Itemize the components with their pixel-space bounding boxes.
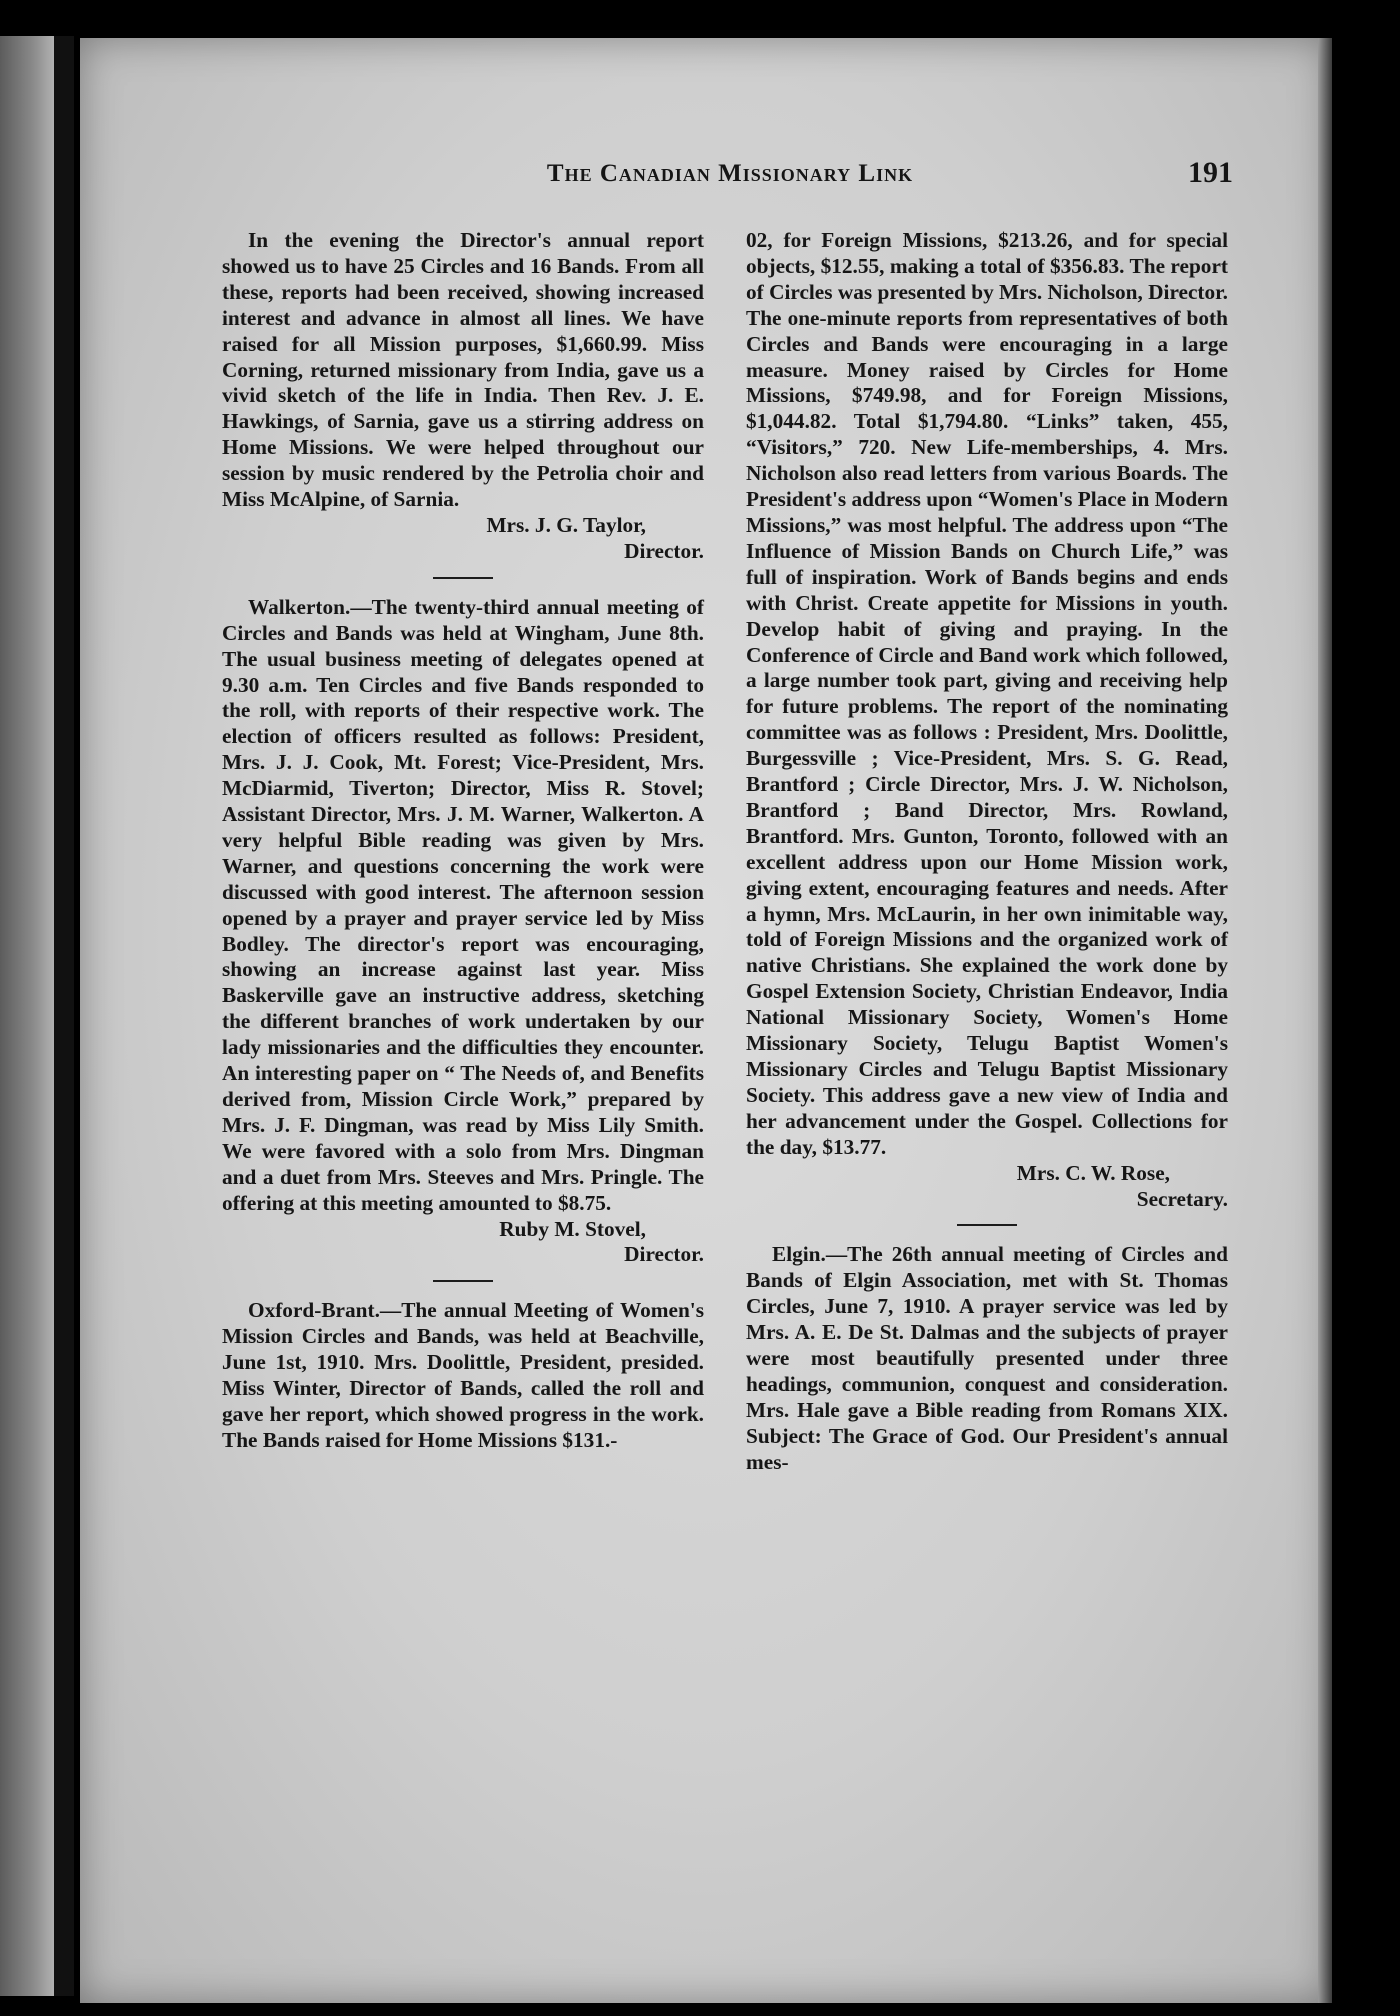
paragraph-oxford-brant: Oxford-Brant.—The annual Meeting of Women's Mission Circles and Bands, was held at Beachville, June 1st, 1910. Mrs. Doolittle, President, presided. Miss Winter, Director of Bands, called the roll and gave her report, which showed progress in the work. The Bands raised for Home Missions $131.-: [222, 1298, 704, 1452]
page-edge-shadow: [1318, 38, 1332, 2003]
scan-gutter-shadow: [54, 36, 74, 1996]
signature-rose: [746, 1161, 1228, 1213]
left-column: [222, 228, 704, 1454]
signature-name: Mrs. C. W. Rose,: [1016, 1160, 1170, 1185]
section-divider: [433, 577, 493, 579]
running-title: The Canadian Missionary Link: [546, 160, 914, 187]
signature-taylor: [222, 513, 704, 565]
signature-title: Director.: [624, 538, 704, 563]
section-divider: [957, 1224, 1017, 1226]
section-divider: [433, 1280, 493, 1282]
signature-name: Mrs. J. G. Taylor,: [486, 512, 646, 537]
scan-left-margin: [0, 36, 60, 1996]
signature-stovel: [222, 1217, 704, 1269]
signature-name: Ruby M. Stovel,: [499, 1216, 646, 1241]
paragraph-directors-report: In the evening the Director's annual report showed us to have 25 Circles and 16 Bands. From all these, reports had been received, showing increased interest and advance in almost all lines. We have raised for all Mission purposes, $1,660.99. Miss Corning, returned missionary from India, gave us a vivid sketch of the life in India. Then Rev. J. E. Hawkings, of Sarnia, gave us a stirring address on Home Missions. We were helped throughout our session by music rendered by the Petrolia choir and Miss McAlpine, of Sarnia.: [222, 228, 704, 512]
paragraph-oxford-brant-continued: 02, for Foreign Missions, $213.26, and for special objects, $12.55, making a total of $356.83. The report of Circles was presented by Mrs. Nicholson, Director. The one-minute reports from representatives of both Circles and Bands were encouraging in a large measure. Money raised by Circles for Home Missions, $749.98, and for Foreign Missions, $1,044.82. Total $1,794.80. “Links” taken, 455, “Visitors,” 720. New Life-memberships, 4. Mrs. Nicholson also read letters from various Boards. The President's address upon “Women's Place in Modern Missions,” was most helpful. The address upon “The Influence of Mission Bands on Church Life,” was full of inspiration. Work of Bands begins and ends with Christ. Create appetite for Missions in youth. Develop habit of giving and praying. In the Conference of Circle and Band work which followed, a large number took part, giving and receiving help for future problems. The report of the nominating committee was as follows : President, Mrs. Doolittle, Burgessville ; Vice-President, Mrs. S. G. Read, Brantford ; Circle Director, Mrs. J. W. Nicholson, Brantford ; Band Director, Mrs. Rowland, Brantford. Mrs. Gunton, Toronto, followed with an excellent address upon our Home Mission work, giving extent, encouraging features and needs. After a hymn, Mrs. McLaurin, in her own inimitable way, told of Foreign Missions and the organized work of native Christians. She explained the work done by Gospel Extension Society, Christian Endeavor, India National Missionary Society, Women's Home Missionary Society, Telugu Baptist Women's Missionary Circles and Telugu Baptist Missionary Society. This address gave a new view of India and her advancement under the Gospel. Collections for the day, $13.77.: [746, 228, 1228, 1159]
right-column: [746, 228, 1228, 1476]
paragraph-elgin: Elgin.—The 26th annual meeting of Circles and Bands of Elgin Association, met with St. Thomas Circles, June 7, 1910. A prayer service was led by Mrs. A. E. De St. Dalmas and the subjects of prayer were most beautifully presented under three headings, communion, conquest and consideration. Mrs. Hale gave a Bible reading from Romans XIX. Subject: The Grace of God. Our President's annual mes-: [746, 1242, 1228, 1474]
page-number: 191: [1188, 156, 1233, 189]
signature-title: Secretary.: [1136, 1186, 1228, 1211]
signature-title: Director.: [624, 1242, 704, 1267]
paragraph-walkerton: Walkerton.—The twenty-third annual meeting of Circles and Bands was held at Wingham, June 8th. The usual business meeting of delegates opened at 9.30 a.m. Ten Circles and five Bands responded to the roll, with reports of their respective work. The election of officers resulted as follows: President, Mrs. J. J. Cook, Mt. Forest; Vice-President, Mrs. McDiarmid, Tiverton; Director, Miss R. Stovel; Assistant Director, Mrs. J. M. Warner, Walkerton. A very helpful Bible reading was given by Mrs. Warner, and questions concerning the work were discussed with good interest. The afternoon session opened by a prayer and prayer service led by Miss Bodley. The director's report was encouraging, showing an increase against last year. Miss Baskerville gave an instructive address, sketching the different branches of work undertaken by our lady missionaries and the difficulties they encounter. An interesting paper on “ The Needs of, and Benefits derived from, Mission Circle Work,” prepared by Mrs. J. F. Dingman, was read by Miss Lily Smith. We were favored with a solo from Mrs. Dingman and a duet from Mrs. Steeves and Mrs. Pringle. The offering at this meeting amounted to $8.75.: [222, 594, 704, 1215]
